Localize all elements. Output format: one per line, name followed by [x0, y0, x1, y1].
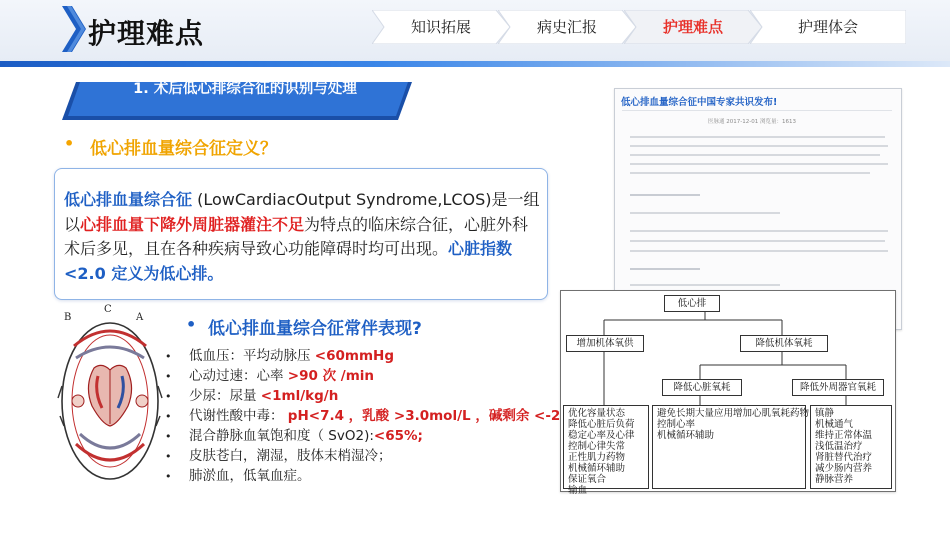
bullet: • [165, 350, 172, 363]
symptom-value: <1ml/kg/h [260, 388, 339, 404]
list-item: 保证氧合 [568, 474, 607, 485]
flowchart-reduce-organ-consumption: 降低外周器官氧耗 [792, 379, 884, 396]
flowchart-root: 低心排 [664, 295, 720, 312]
heart-circulation-diagram [54, 306, 166, 484]
list-item: 静脉营养 [815, 474, 854, 485]
article-text-line [630, 136, 885, 138]
definition-heading: 低心排血量综合征定义？ [90, 139, 277, 159]
article-text-line [630, 212, 780, 214]
symptom-row [165, 426, 423, 446]
bullet: • [165, 470, 172, 483]
symptom-label: 混合静脉血氧饱和度（ SvO2): [189, 428, 374, 444]
definition-highlight: 心排血量下降外周脏器灌注不足 [80, 214, 305, 234]
flowchart-heart-measures [652, 405, 810, 489]
symptoms-heading: 低心排血量综合征常伴表现? [208, 319, 422, 339]
list-item: 肾脏替代治疗 [815, 452, 873, 463]
symptom-value: pH<7.4 ，乳酸 >3.0mol/L ，碱剩余 <-2 [287, 408, 561, 424]
article-meta: 医脉通 2017-12-01 浏览量：1613 [708, 119, 796, 125]
article-subheading [630, 194, 700, 196]
bullet: • [165, 430, 172, 443]
nav-tab-history[interactable] [498, 10, 636, 44]
list-item: 机械通气 [815, 419, 854, 430]
nav-tab-knowledge[interactable] [372, 10, 510, 44]
article-text-line [630, 230, 888, 232]
flowchart-supply-measures [563, 405, 649, 496]
list-item: 优化容量状态 [568, 408, 626, 419]
symptom-label: 少尿：尿量 [189, 388, 261, 404]
list-item: 稳定心率及心律 [568, 430, 635, 441]
symptom-label: 肺淤血，低氧血症。 [189, 468, 311, 484]
list-item: 控制心率 [657, 419, 696, 430]
article-text-line [630, 250, 888, 252]
article-text-line [630, 240, 885, 242]
bullet: • [64, 134, 75, 153]
symptom-label: 心动过速：心率 [189, 368, 288, 384]
flowchart-organ-measures [810, 405, 892, 489]
cardiac-index-definition: 心脏指数 <2.0 定义为低心排。 [64, 239, 513, 283]
nav-tab-experience[interactable] [750, 10, 906, 44]
symptom-row [165, 366, 374, 386]
list-item: 镇静 [815, 408, 835, 419]
flowchart-increase-supply: 增加机体氧供 [566, 335, 644, 352]
article-text-line [630, 163, 888, 165]
definition-part: 为特点的临床综合征，心脏外科术后多见，且在各种疾病导致心功能障碍时均可出现。 [64, 214, 529, 258]
symptom-label: 代谢性酸中毒： [189, 408, 288, 424]
list-item: 减少肠内营养 [815, 463, 873, 474]
bullet: • [165, 390, 172, 403]
flowchart-reduce-heart-consumption: 降低心脏氧耗 [662, 379, 742, 396]
list-item: 机械循环辅助 [568, 463, 626, 474]
list-item: 降低心脏后负荷 [568, 419, 635, 430]
flowchart-reduce-consumption: 降低机体氧耗 [740, 335, 828, 352]
article-text-line [630, 145, 888, 147]
list-item: 控制心律失常 [568, 441, 626, 452]
bullet: • [165, 370, 172, 383]
heart-label-c: C [104, 304, 112, 315]
symptom-label: 低血压：平均动脉压 [189, 348, 315, 364]
article-subheading [630, 268, 700, 270]
heart-label-a: A [136, 312, 144, 323]
definition-term: 低心排血量综合征 [64, 190, 193, 209]
article-title: 低心排血量综合征中国专家共识发布! [621, 97, 778, 108]
page-title: 护理难点 [88, 17, 205, 50]
bullet: • [165, 450, 172, 463]
nav-tab-label: 护理体会 [797, 18, 858, 36]
article-text-line [630, 154, 880, 156]
list-item: 浅低温治疗 [815, 441, 863, 452]
list-item: 正性肌力药物 [568, 452, 626, 463]
symptom-label: 皮肤苍白，潮湿，肢体末梢湿冷； [189, 448, 392, 464]
symptom-row [165, 346, 394, 366]
header-accent-line [0, 61, 950, 67]
symptom-row [165, 386, 338, 406]
nav-tab-label: 病史汇报 [536, 18, 597, 36]
article-text-line [630, 172, 870, 174]
list-item: 输血 [568, 485, 588, 496]
list-item: 机械循环辅助 [657, 430, 715, 441]
definition-part: 是一组以 [64, 190, 540, 234]
symptom-row [165, 466, 311, 486]
nav-tab-label: 知识拓展 [410, 18, 471, 36]
symptom-value: <60mmHg [314, 348, 394, 364]
bullet: • [186, 315, 197, 334]
symptom-row [165, 406, 560, 426]
nav-tab-label: 护理难点 [662, 18, 723, 36]
list-item: 避免长期大量应用增加心肌氧耗药物 [657, 408, 810, 419]
article-divider [622, 110, 892, 111]
section-banner-text: 1. 术后低心排综合征的识别与处理 [133, 81, 357, 97]
bullet: • [165, 410, 172, 423]
article-text-line [630, 284, 780, 286]
symptom-row [165, 446, 392, 466]
definition-text [64, 188, 544, 286]
nav-tab-nursing-difficulty[interactable] [624, 10, 762, 44]
definition-english: (LowCardiacOutput Syndrome,LCOS) [192, 190, 492, 209]
list-item: 维持正常体温 [815, 430, 873, 441]
symptom-value: >90 次 /min [287, 368, 375, 384]
title-chevron-icon [58, 4, 88, 54]
heart-label-b: B [64, 312, 72, 323]
symptom-value: <65%; [373, 428, 423, 444]
